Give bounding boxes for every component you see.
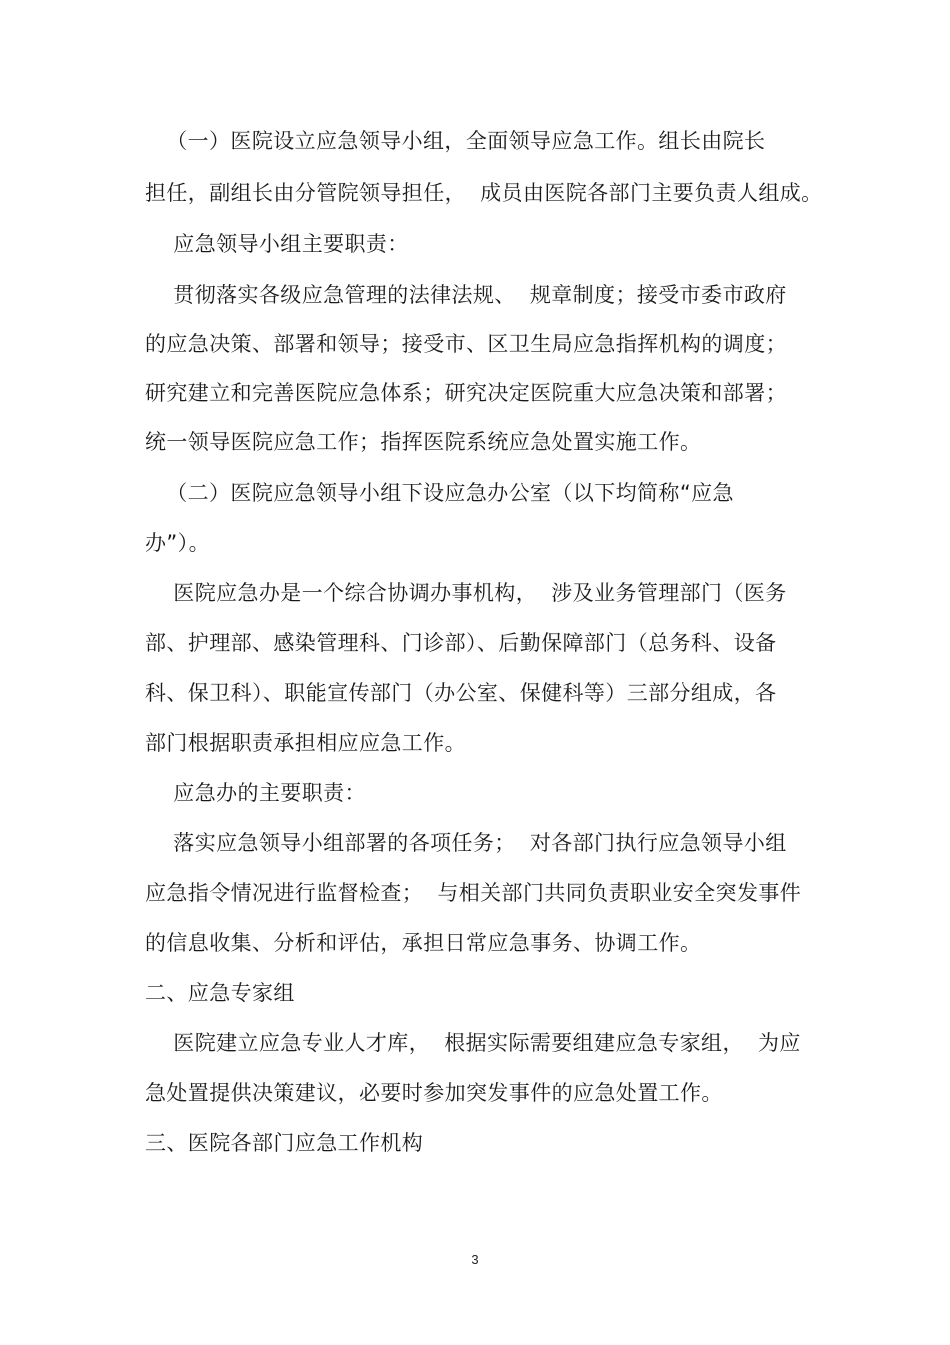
text-line: 部、护理部、感染管理科、门诊部）、后勤保障部门（总务科、设备: [145, 631, 777, 655]
text-line: （二）医院应急领导小组下设应急办公室（以下均简称“应急: [145, 481, 734, 505]
text-line: 统一领导医院应急工作；指挥医院系统应急处置实施工作。: [145, 430, 702, 454]
text-line: 科、保卫科）、职能宣传部门（办公室、保健科等）三部分组成，各: [145, 681, 777, 705]
section-heading: 三、医院各部门应急工作机构: [145, 1131, 424, 1155]
text-line: 急处置提供决策建议，必要时参加突发事件的应急处置工作。: [145, 1081, 723, 1105]
text-line: 医院应急办是一个综合协调办事机构， 涉及业务管理部门（医务: [145, 581, 787, 605]
text-line: 的信息收集、分析和评估，承担日常应急事务、协调工作。: [145, 931, 702, 955]
text-line: 部门根据职责承担相应应急工作。: [145, 731, 466, 755]
text-line: 办”）。: [145, 531, 210, 555]
text-line: 的应急决策、部署和领导；接受市、区卫生局应急指挥机构的调度；: [145, 332, 787, 356]
text-line: 研究建立和完善医院应急体系；研究决定医院重大应急决策和部署；: [145, 381, 787, 405]
text-line: （一）医院设立应急领导小组，全面领导应急工作。组长由院长: [145, 129, 766, 153]
text-line: 应急领导小组主要职责：: [145, 232, 409, 256]
section-heading: 二、应急专家组: [145, 981, 295, 1005]
page-number: 3: [471, 1252, 479, 1267]
text-line: 担任，副组长由分管院领导担任， 成员由医院各部门主要负责人组成。: [145, 181, 823, 205]
text-line: 医院建立应急专业人才库， 根据实际需要组建应急专家组， 为应: [145, 1031, 801, 1055]
text-line: 落实应急领导小组部署的各项任务； 对各部门执行应急领导小组: [145, 831, 787, 855]
text-line: 应急指令情况进行监督检查； 与相关部门共同负责职业安全突发事件: [145, 881, 802, 905]
text-line: 应急办的主要职责：: [145, 781, 366, 805]
text-line: 贯彻落实各级应急管理的法律法规、 规章制度；接受市委市政府: [145, 283, 787, 307]
